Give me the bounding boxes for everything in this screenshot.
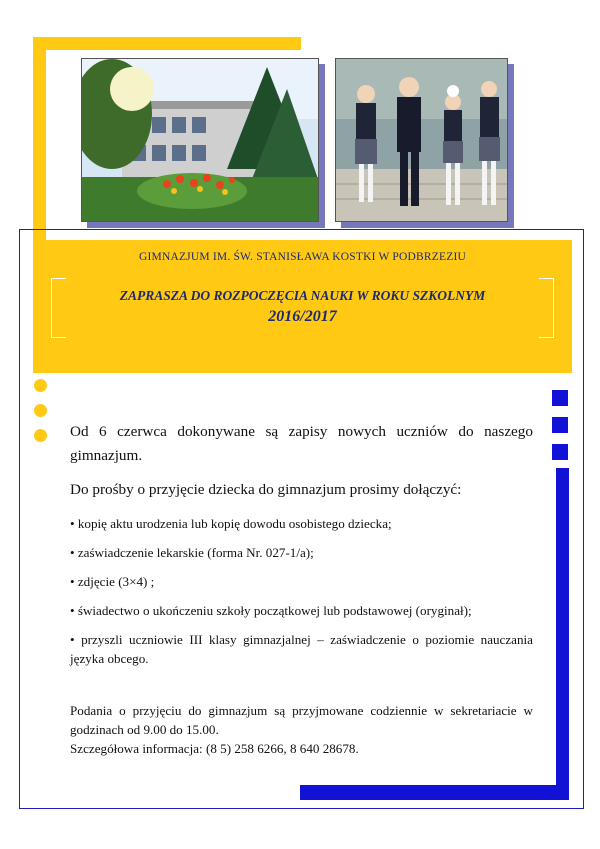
requirement-item: • zaświadczenie lekarskie (forma Nr. 027-1/a); (70, 545, 314, 560)
yellow-dot (34, 429, 47, 442)
blue-square (552, 417, 568, 433)
contact-info: Szczegółowa informacja: (8 5) 258 6266, 8 640 28678. (70, 741, 359, 756)
school-year: 2016/2017 (268, 308, 337, 325)
body-content (70, 420, 533, 678)
school-name: GIMNAZJUM IM. ŚW. STANISŁAWA KOSTKI W PODBRZEZIU (138, 251, 466, 263)
yellow-frame-top (33, 37, 301, 50)
requirement-item: • kopię aktu urodzenia lub kopię dowodu osobistego dziecka; (70, 516, 392, 531)
blue-square (552, 444, 568, 460)
yellow-dot (34, 404, 47, 417)
requirements-lead: Do prośby o przyjęcie dziecka do gimnazjum prosimy dołączyć: (70, 481, 462, 498)
school-building-photo (81, 58, 319, 222)
invite-line: ZAPRASZA DO ROZPOCZĘCIA NAUKI W ROKU SZKOLNYM (119, 288, 486, 303)
office-hours-text: Podania o przyjęciu do gimnazjum są przyjmowane codziennie w sekretariacie w godzinach od 9.00 do 15.00. (70, 703, 533, 737)
blue-frame-right (556, 468, 569, 800)
requirement-item: • świadectwo o ukończeniu szkoły początkowej lub podstawowej (oryginał); (70, 603, 472, 618)
intro-text: Od 6 czerwca dokonywane są zapisy nowych uczniów do naszego gimnazjum. (70, 423, 533, 464)
requirement-item: • przyszli uczniowie III klasy gimnazjalnej – zaświadczenie o poziomie nauczania języka obcego. (70, 632, 533, 666)
footer-info (70, 701, 533, 758)
requirement-item: • zdjęcie (3×4) ; (70, 574, 155, 589)
blue-frame-bottom (300, 785, 569, 800)
students-photo (335, 58, 508, 222)
yellow-dot (34, 379, 47, 392)
students-illustration (336, 59, 507, 221)
school-building-illustration (82, 59, 318, 221)
blue-square (552, 390, 568, 406)
